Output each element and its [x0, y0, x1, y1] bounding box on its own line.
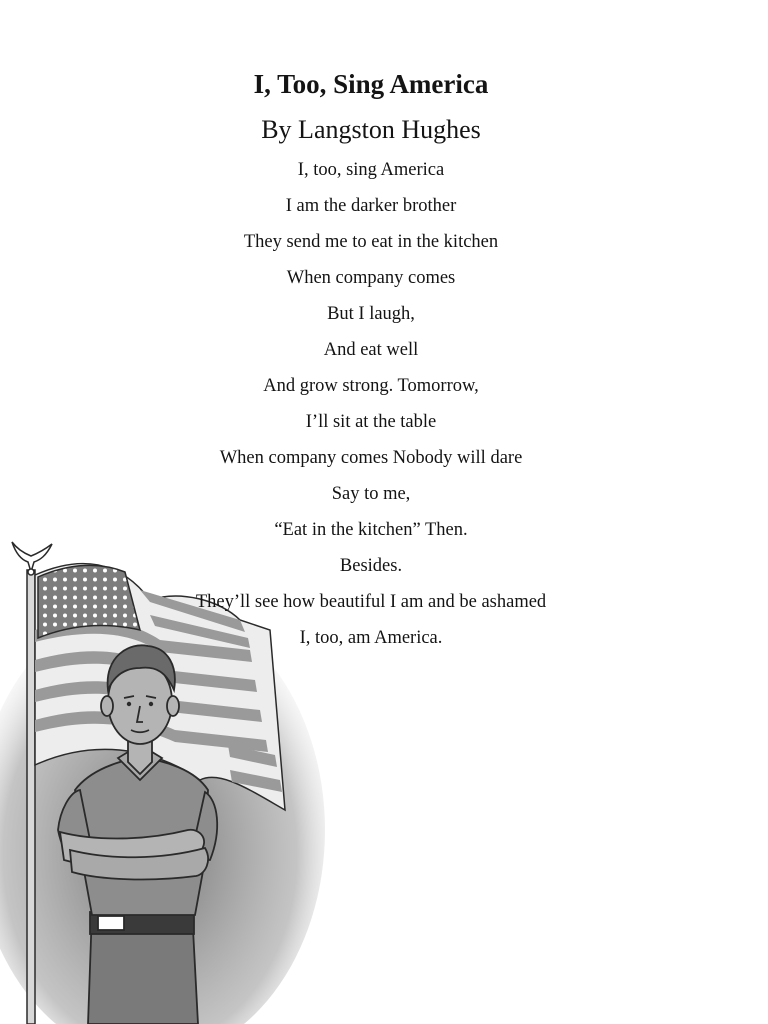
poem-line: And grow strong. Tomorrow,: [263, 376, 479, 396]
poem-line: I am the darker brother: [285, 196, 457, 216]
poem-line: They’ll see how beautiful I am and be ashamed: [195, 592, 547, 612]
poem-title: I, Too, Sing America: [253, 69, 489, 99]
poem-lines: [0, 157, 742, 661]
poem-line: Besides.: [339, 556, 403, 576]
poem-line: I’ll sit at the table: [305, 412, 437, 432]
poem-line: I, too, am America.: [299, 628, 443, 648]
poem-line: I, too, sing America: [297, 160, 445, 180]
poem-line: But I laugh,: [327, 304, 415, 324]
poem-author: By Langston Hughes: [261, 115, 481, 144]
poem-line: They send me to eat in the kitchen: [243, 232, 499, 252]
poem-line: “Eat in the kitchen” Then.: [274, 520, 468, 540]
poem-line: When company comes: [286, 268, 456, 288]
poem-line: And eat well: [323, 340, 419, 360]
poem-line: Say to me,: [331, 484, 411, 504]
poem-line: When company comes Nobody will dare: [219, 448, 523, 468]
